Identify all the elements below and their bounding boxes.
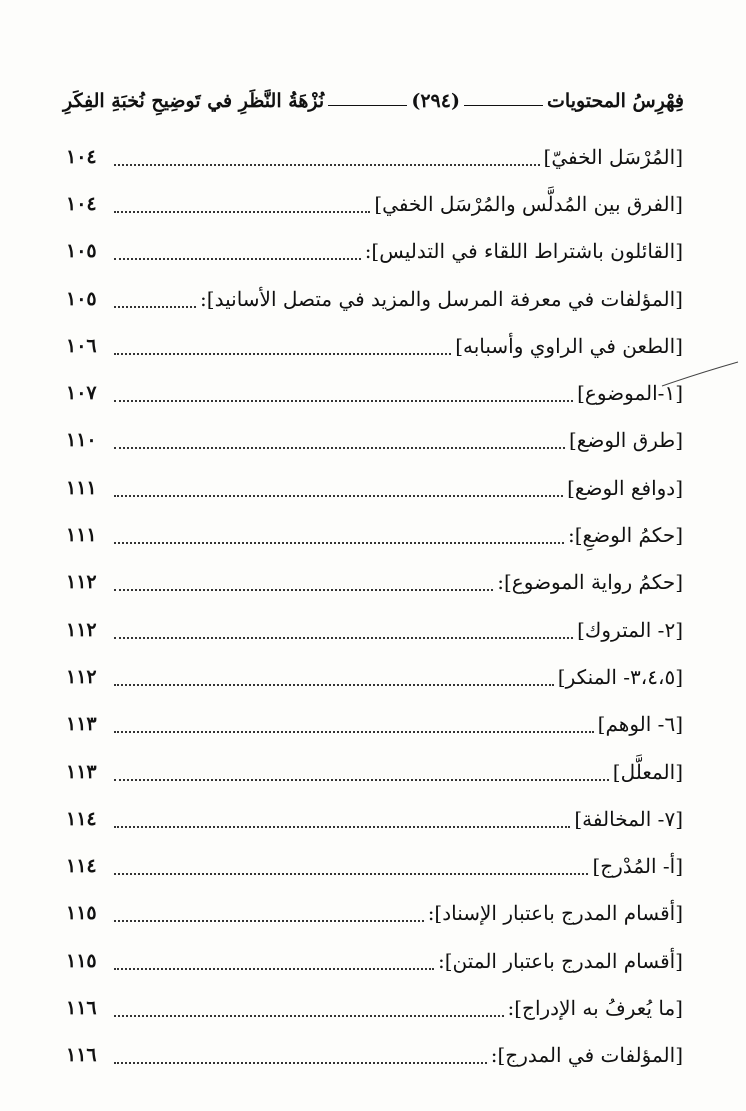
toc-entry-title: [١-الموضوع] bbox=[577, 381, 683, 406]
toc-entry-page: ١٠٦ bbox=[66, 334, 97, 357]
dot-leader bbox=[114, 351, 451, 355]
toc-entry bbox=[66, 511, 683, 558]
toc-entry-page: ١٠٥ bbox=[66, 287, 97, 310]
dot-leader bbox=[114, 493, 563, 497]
toc-entry-page: ١٠٤ bbox=[66, 145, 97, 168]
toc-entry bbox=[66, 701, 683, 748]
toc-entry bbox=[66, 606, 683, 653]
toc-entry-page: ١١٢ bbox=[66, 571, 97, 594]
toc-entry bbox=[66, 464, 683, 511]
toc-entry-page: ١١٦ bbox=[66, 996, 97, 1019]
toc-entry-title: [أقسام المدرج باعتبار الإسناد]: bbox=[427, 901, 683, 926]
toc-entry-page: ١١١ bbox=[66, 476, 97, 499]
dot-leader bbox=[114, 635, 573, 639]
page-number: (٢٩٤) bbox=[411, 90, 460, 112]
toc-entry-title: [المؤلفات في المدرج]: bbox=[490, 1043, 683, 1068]
toc-entry-title: [أ- المُدْرج] bbox=[592, 854, 683, 879]
section-title: فِهْرِسُ المحتويات bbox=[547, 90, 684, 112]
dot-leader bbox=[114, 398, 573, 402]
toc-entry-title: [حكمُ الوضعِ]: bbox=[567, 523, 683, 548]
toc-entry-page: ١١٢ bbox=[66, 618, 97, 641]
toc-entry-title: [حكمُ رواية الموضوع]: bbox=[497, 570, 683, 595]
header-rule-left bbox=[328, 105, 407, 106]
dot-leader bbox=[114, 209, 370, 213]
toc-entry-page: ١١٣ bbox=[66, 760, 97, 783]
toc-entry bbox=[66, 369, 683, 416]
dot-leader bbox=[114, 587, 493, 591]
toc-entry-title: [المعلَّل] bbox=[612, 759, 683, 784]
toc-entry bbox=[66, 653, 683, 700]
dot-leader bbox=[114, 1060, 487, 1064]
toc-entry-title: [طرق الوضع] bbox=[568, 428, 683, 453]
dot-leader bbox=[114, 966, 434, 970]
toc-entry-page: ١٠٤ bbox=[66, 192, 97, 215]
toc-entry-page: ١١٥ bbox=[66, 902, 97, 925]
toc-entry-title: [٣،٤،٥- المنكر] bbox=[557, 664, 683, 689]
dot-leader bbox=[114, 777, 609, 781]
toc-entry-page: ١١١ bbox=[66, 524, 97, 547]
toc-entry bbox=[66, 842, 683, 889]
dot-leader bbox=[114, 682, 554, 686]
toc-entry-page: ١١٤ bbox=[66, 855, 97, 878]
toc-entry-title: [الفرق بين المُدلَّس والمُرْسَل الخفي] bbox=[374, 191, 683, 216]
dot-leader bbox=[114, 304, 196, 308]
toc-entry-page: ١٠٥ bbox=[66, 240, 97, 263]
toc-entry bbox=[66, 984, 683, 1031]
toc-entry-title: [٢- المتروك] bbox=[577, 617, 683, 642]
dot-leader bbox=[114, 729, 594, 733]
toc-entry bbox=[66, 890, 683, 937]
book-title: نُزْهَةُ النَّظَرِ في تَوضِيحِ نُخبَةِ الفِكَرِ bbox=[63, 90, 325, 112]
toc-entry-page: ١١٥ bbox=[66, 949, 97, 972]
header-rule-right bbox=[464, 105, 543, 106]
toc-entry bbox=[66, 937, 683, 984]
toc-entry bbox=[66, 133, 683, 180]
running-header bbox=[63, 82, 684, 120]
toc-entry-page: ١١٢ bbox=[66, 665, 97, 688]
dot-leader bbox=[114, 445, 565, 449]
toc-entry-title: [المُرْسَل الخفيّ] bbox=[543, 144, 683, 169]
toc-entry-title: [القائلون باشتراط اللقاء في التدليس]: bbox=[364, 239, 683, 264]
toc-entry-page: ١١٦ bbox=[66, 1044, 97, 1067]
toc-entry bbox=[66, 275, 683, 322]
toc-entry bbox=[66, 417, 683, 464]
toc-entry bbox=[66, 1032, 683, 1079]
toc-entry bbox=[66, 180, 683, 227]
dot-leader bbox=[114, 1013, 504, 1017]
table-of-contents bbox=[66, 133, 683, 1079]
dot-leader bbox=[114, 871, 588, 875]
dot-leader bbox=[114, 824, 570, 828]
toc-entry-title: [دوافع الوضع] bbox=[567, 475, 683, 500]
toc-entry bbox=[66, 322, 683, 369]
toc-entry bbox=[66, 228, 683, 275]
toc-entry-title: [الطعن في الراوي وأسبابه] bbox=[455, 333, 683, 358]
toc-entry-title: [٧- المخالفة] bbox=[574, 806, 683, 831]
toc-entry-title: [أقسام المدرج باعتبار المتن]: bbox=[437, 948, 683, 973]
toc-entry-page: ١١٣ bbox=[66, 713, 97, 736]
dot-leader bbox=[114, 162, 540, 166]
toc-entry-title: [ما يُعرفُ به الإدراج]: bbox=[507, 995, 683, 1020]
dot-leader bbox=[114, 540, 564, 544]
toc-entry-title: [٦- الوهم] bbox=[597, 712, 683, 737]
toc-entry bbox=[66, 559, 683, 606]
toc-entry-page: ١١٠ bbox=[66, 429, 97, 452]
toc-entry bbox=[66, 795, 683, 842]
dot-leader bbox=[114, 256, 361, 260]
dot-leader bbox=[114, 918, 424, 922]
toc-entry-title: [المؤلفات في معرفة المرسل والمزيد في متصل الأسانيد]: bbox=[200, 286, 683, 311]
toc-entry bbox=[66, 748, 683, 795]
toc-entry-page: ١٠٧ bbox=[66, 382, 97, 405]
toc-entry-page: ١١٤ bbox=[66, 807, 97, 830]
